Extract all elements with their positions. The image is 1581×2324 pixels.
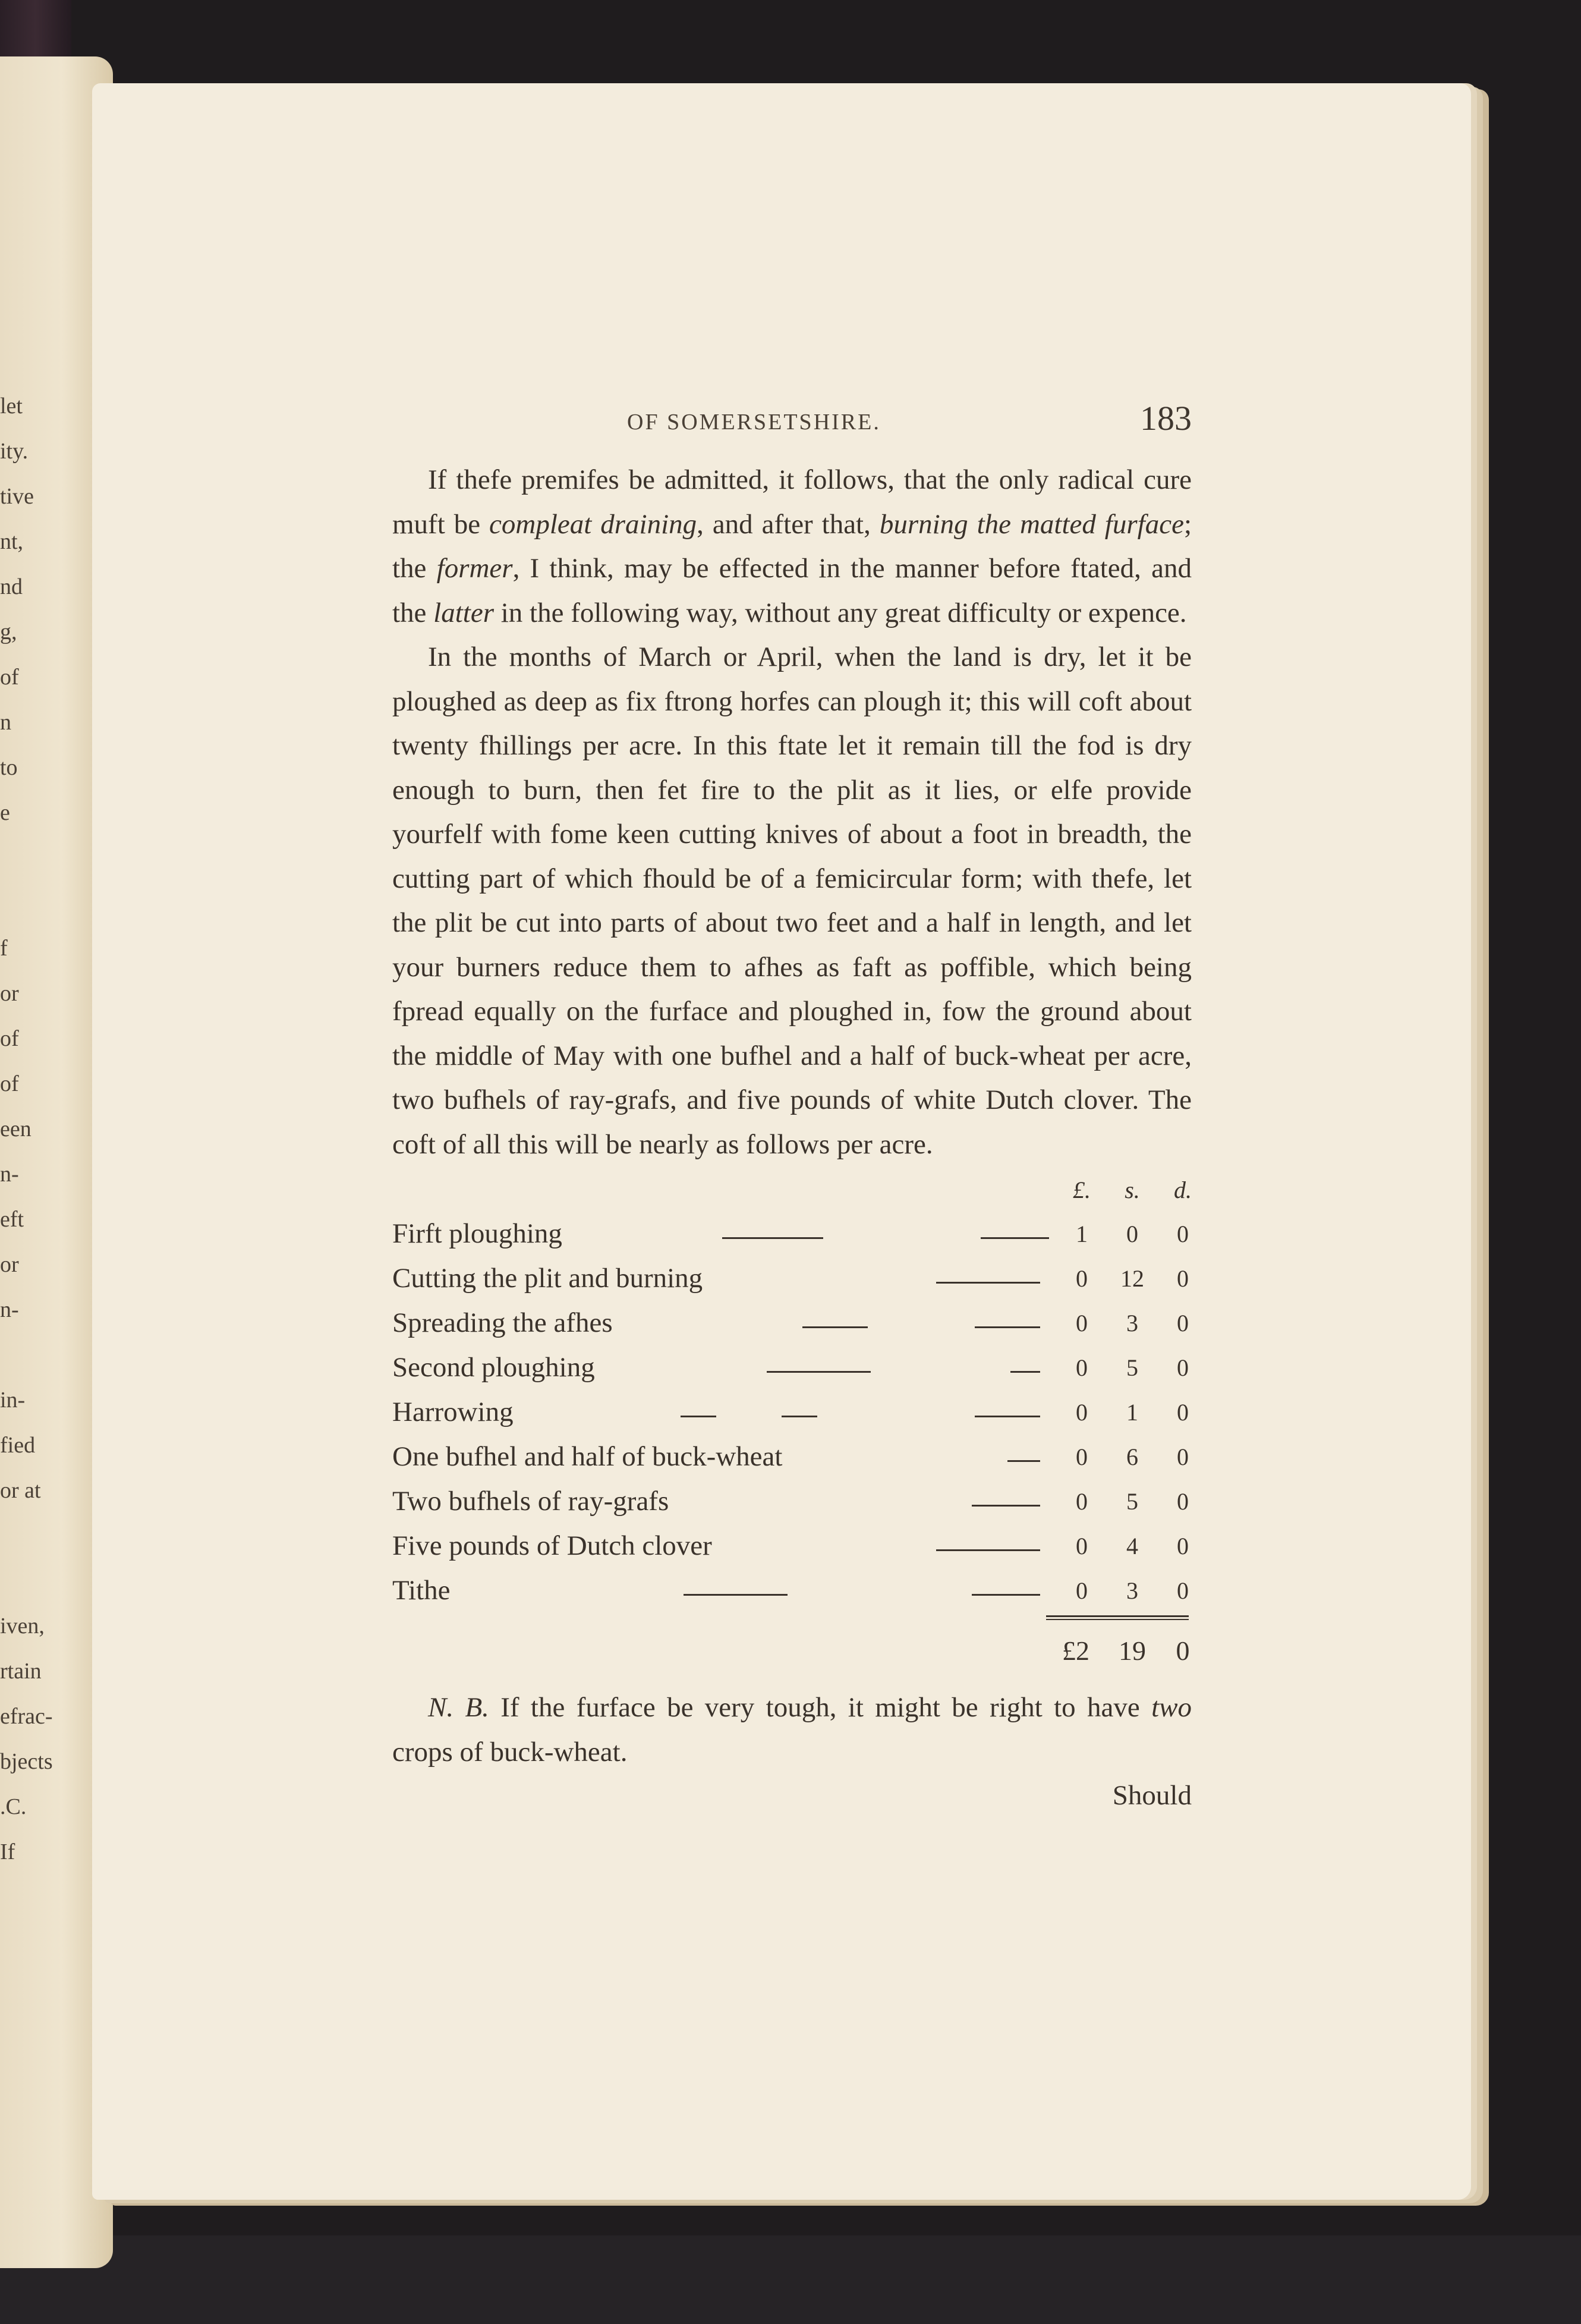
facing-page-fragment: eft (0, 1207, 24, 1232)
pence-value: 0 (1177, 1221, 1189, 1247)
facing-page-fragment: een (0, 1117, 32, 1141)
italic-run: burning the matted furface (879, 508, 1184, 540)
nb-label: N. B. (428, 1692, 489, 1723)
text-run: ; the (392, 508, 1192, 584)
facing-page-fragment: or (0, 1252, 19, 1277)
text-run: If thefe premifes be admitted, it follows, that the only radical cure muft be (392, 464, 1192, 540)
text-run: , and after that, (697, 508, 880, 540)
shillings-value: 3 (1126, 1577, 1138, 1604)
book-page (92, 83, 1471, 2200)
cost-row (392, 1256, 1192, 1301)
facing-page-fragment: nd (0, 574, 23, 599)
scan-background (0, 2235, 1581, 2324)
facing-page-fragment: efrac- (0, 1704, 53, 1729)
paragraph-1 (392, 458, 1192, 635)
total-row (392, 1627, 1192, 1675)
facing-page-fragment: bjects (0, 1749, 53, 1774)
facing-page-fragment: n- (0, 1297, 19, 1322)
italic-run: former (436, 553, 513, 584)
total-pence: 0 (1176, 1636, 1190, 1666)
cost-label: Five pounds of Dutch clover (392, 1530, 712, 1561)
cost-table-header (392, 1170, 1192, 1212)
facing-page-fragment: in- (0, 1388, 26, 1413)
facing-page-fragment: If (0, 1839, 15, 1864)
facing-page-text (0, 383, 59, 1875)
facing-page-fragment (0, 1558, 59, 1603)
shillings-value: 5 (1126, 1488, 1138, 1515)
cost-row (392, 1301, 1192, 1345)
text-run: , I think, may be effected in the manner before ftated, and the (392, 553, 1192, 628)
pounds-value: 1 (1076, 1221, 1088, 1247)
pounds-value: 0 (1076, 1399, 1088, 1426)
total-pounds: £2 (1062, 1636, 1089, 1666)
shillings-value: 4 (1126, 1533, 1138, 1559)
total-rule (1046, 1619, 1189, 1620)
leader-dash (975, 1326, 1040, 1328)
pounds-value: 0 (1076, 1310, 1088, 1336)
facing-page-fragment: of (0, 1071, 19, 1096)
pence-value: 0 (1177, 1577, 1189, 1604)
cost-label: Cutting the plit and burning (392, 1263, 703, 1294)
cost-row (392, 1568, 1192, 1613)
cost-row (392, 1435, 1192, 1479)
facing-page-fragment: of (0, 665, 19, 690)
facing-page-fragment: nt, (0, 529, 24, 554)
facing-page-fragment: g, (0, 619, 17, 644)
facing-page-fragment: .C. (0, 1794, 27, 1819)
facing-page-fragment: n (0, 710, 11, 735)
facing-page-fragment: ity. (0, 439, 29, 464)
facing-page-fragment: iven, (0, 1614, 45, 1639)
cost-row (392, 1479, 1192, 1524)
leader-dash (936, 1549, 1040, 1551)
shillings-value: 1 (1126, 1399, 1138, 1426)
pounds-value: 0 (1076, 1354, 1088, 1381)
facing-page-fragment: or (0, 981, 19, 1006)
running-title: OF SOMERSETSHIRE. (627, 410, 881, 435)
leader-dash (681, 1416, 716, 1417)
text-run: crops of buck-wheat. (392, 1736, 628, 1768)
leader-dash (972, 1505, 1040, 1507)
italic-run: two (1151, 1692, 1192, 1723)
facing-page-fragment: f (0, 936, 8, 961)
pounds-header: £. (1073, 1177, 1091, 1203)
cost-row (392, 1390, 1192, 1435)
pounds-value: 0 (1076, 1265, 1088, 1292)
shillings-value: 5 (1126, 1354, 1138, 1381)
leader-dash (1010, 1371, 1040, 1373)
shillings-value: 12 (1120, 1265, 1144, 1292)
facing-page-fragment: to (0, 755, 18, 780)
pounds-value: 0 (1076, 1444, 1088, 1470)
leader-dash (684, 1594, 788, 1596)
pence-value: 0 (1177, 1265, 1189, 1292)
cost-label: Tithe (392, 1575, 451, 1606)
cost-label: Second ploughing (392, 1352, 595, 1383)
facing-page-fragment: let (0, 394, 23, 419)
facing-page-fragment: rtain (0, 1659, 42, 1684)
leader-dash (767, 1371, 871, 1373)
cost-row (392, 1345, 1192, 1390)
nota-bene (392, 1685, 1192, 1774)
facing-page-fragment: or at (0, 1478, 41, 1503)
cost-label: Two bufhels of ray-grafs (392, 1486, 669, 1517)
facing-page-fragment: of (0, 1026, 19, 1051)
facing-page-fragment: fied (0, 1433, 36, 1458)
page-number: 183 (1140, 399, 1192, 438)
leader-dash (981, 1237, 1049, 1239)
shillings-header: s. (1125, 1177, 1140, 1203)
catchword: Should (1112, 1780, 1192, 1811)
cost-label: One bufhel and half of buck-wheat (392, 1441, 783, 1472)
cost-label: Firft ploughing (392, 1218, 562, 1249)
leader-dash (975, 1416, 1040, 1417)
leader-dash (936, 1282, 1040, 1284)
italic-run: latter (433, 597, 494, 628)
leader-dash (722, 1237, 823, 1239)
leader-dash (972, 1594, 1040, 1596)
pence-value: 0 (1177, 1444, 1189, 1470)
cost-row (392, 1212, 1192, 1256)
facing-page-fragment (0, 1513, 59, 1558)
shillings-value: 6 (1126, 1444, 1138, 1470)
pence-value: 0 (1177, 1533, 1189, 1559)
paragraph-2: In the months of March or April, when the land is dry, let it be ploughed as deep as fix ftrong horfes can plough it; this will coft about twenty fhillings per acre. In this ftate let it remain till the fod is dry enough to burn, then fet fire to the plit as it lies, or elfe provide yourfelf with fome keen cutting knives of about a foot in breadth, the cutting part of which fhould be of a femicircular form; with thefe, let the plit be cut into parts of about two feet and a half in length, and let your burners reduce them to afhes as faft as poffible, which being fpread equally on the furface and ploughed in, fow the ground about the middle of May with one bufhel and a half of buck-wheat per acre, two bufhels of ray-grafs, and five pounds of white Dutch clover. The coft of all this will be nearly as follows per acre. (392, 641, 1192, 1160)
facing-page-fragment: e (0, 800, 10, 825)
italic-run: compleat draining (489, 508, 697, 540)
cost-table (392, 1170, 1192, 1675)
leader-dash (782, 1416, 817, 1417)
pence-value: 0 (1177, 1488, 1189, 1515)
cost-row (392, 1524, 1192, 1568)
facing-page-fragment: tive (0, 484, 34, 509)
pence-value: 0 (1177, 1354, 1189, 1381)
pence-header: d. (1174, 1177, 1192, 1203)
text-run: in the following way, without any great difficulty or expence. (494, 597, 1187, 628)
total-shillings: 19 (1119, 1636, 1146, 1666)
pence-value: 0 (1177, 1310, 1189, 1336)
pence-value: 0 (1177, 1399, 1189, 1426)
text-run: If the furface be very tough, it might be right to have (489, 1692, 1152, 1723)
facing-page-fragment: n- (0, 1162, 19, 1187)
facing-page-fragment (0, 1332, 59, 1378)
pounds-value: 0 (1076, 1488, 1088, 1515)
page-content (392, 398, 1192, 1813)
cost-label: Harrowing (392, 1397, 514, 1427)
running-head (392, 398, 1192, 452)
total-rule (1046, 1615, 1189, 1617)
total-rule-wrap (392, 1613, 1192, 1621)
shillings-value: 0 (1126, 1221, 1138, 1247)
pounds-value: 0 (1076, 1577, 1088, 1604)
facing-page-fragment (0, 835, 59, 880)
leader-dash (802, 1326, 868, 1328)
leader-dash (1007, 1460, 1040, 1462)
shillings-value: 3 (1126, 1310, 1138, 1336)
pounds-value: 0 (1076, 1533, 1088, 1559)
cost-label: Spreading the afhes (392, 1307, 613, 1338)
facing-page-fragment (0, 880, 59, 926)
